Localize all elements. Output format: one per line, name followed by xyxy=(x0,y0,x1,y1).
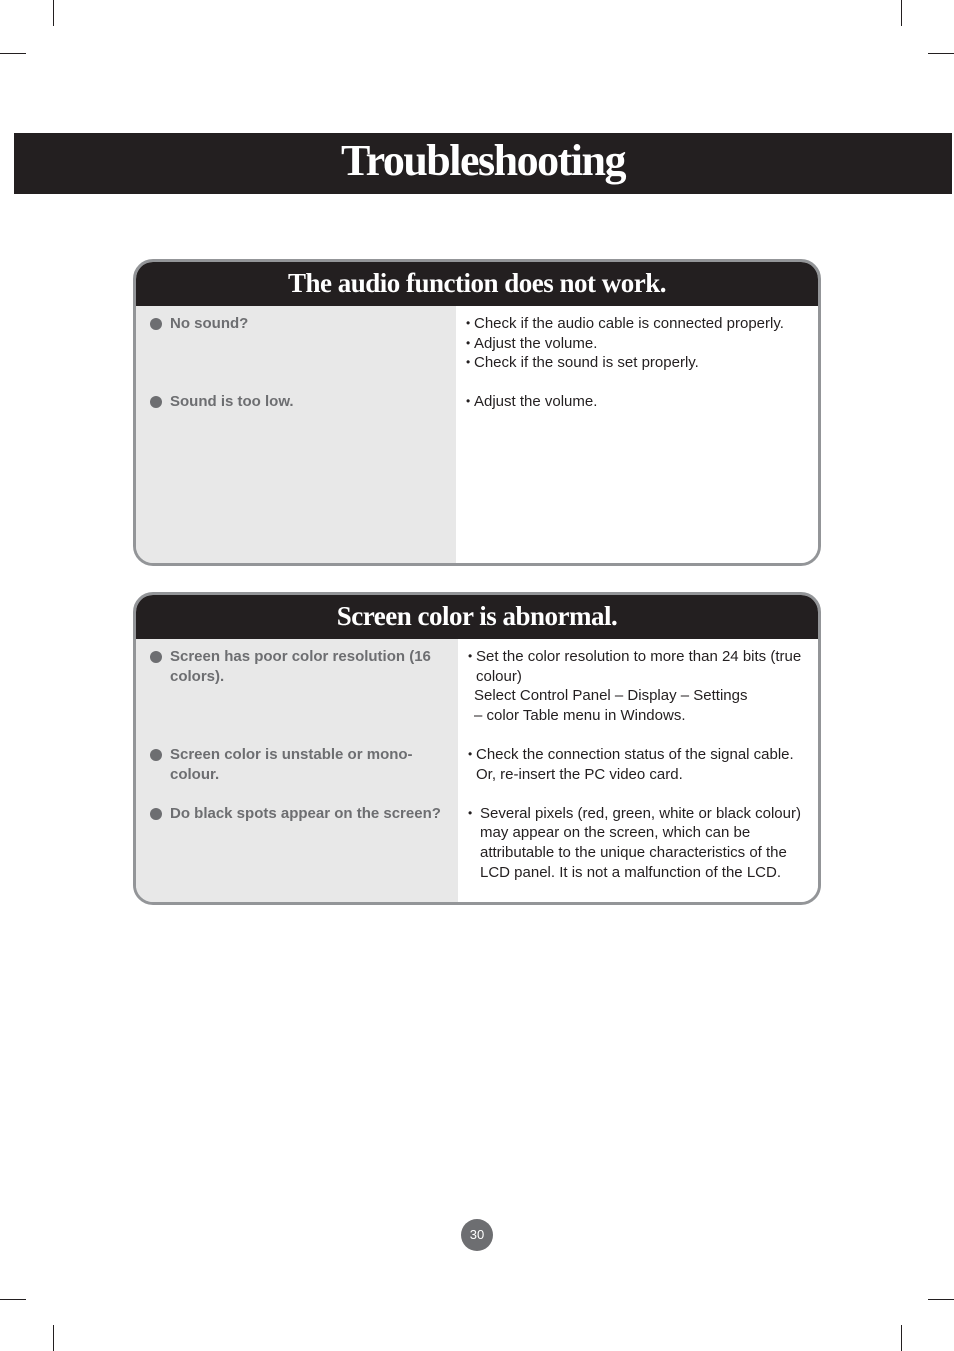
remedy-line: Or, re-insert the PC video card. xyxy=(476,765,683,783)
page-title-bar xyxy=(14,133,952,194)
remedy-line: Select Control Panel – Display – Settings xyxy=(474,687,748,705)
crop-mark xyxy=(928,1299,954,1300)
bullet-dot-icon xyxy=(150,651,162,663)
remedy-block xyxy=(468,804,810,882)
crop-mark xyxy=(901,1325,902,1351)
symptom-item: No sound? xyxy=(148,314,456,334)
remedy-block xyxy=(466,392,810,412)
section-header: Screen color is abnormal. xyxy=(136,595,818,639)
remedies-column xyxy=(456,306,818,563)
remedy-block xyxy=(466,314,810,373)
remedy-line: attributable to the unique characteristics of the xyxy=(480,843,787,861)
remedy-line: • Adjust the volume. xyxy=(466,393,598,411)
remedy-block xyxy=(468,745,810,784)
symptom-item: Screen color is unstable or mono- colour. xyxy=(148,745,458,785)
remedy-line: • Check if the audio cable is connected properly. xyxy=(466,315,784,332)
remedy-line: • Adjust the volume. xyxy=(466,334,598,352)
screen-color-troubleshooting-panel xyxy=(133,592,821,905)
remedy-line: • Check if the sound is set properly. xyxy=(466,354,699,372)
remedy-line: may appear on the screen, which can be xyxy=(480,824,751,842)
crop-mark xyxy=(0,1299,26,1300)
page-number: 30 xyxy=(461,1219,493,1251)
audio-troubleshooting-panel xyxy=(133,259,821,566)
crop-mark xyxy=(0,53,26,54)
remedy-line: colour) xyxy=(476,667,522,685)
page-title: Troubleshooting xyxy=(341,136,625,185)
crop-mark xyxy=(901,0,902,26)
crop-mark xyxy=(928,53,954,54)
remedy-line: • Set the color resolution to more than 24 bits (true xyxy=(468,648,802,665)
symptom-item: Screen has poor color resolution (16 colors). xyxy=(148,647,458,687)
remedy-line: – color Table menu in Windows. xyxy=(474,706,686,724)
section-header: The audio function does not work. xyxy=(136,262,818,306)
bullet-dot-icon xyxy=(150,318,162,330)
remedy-line: • Check the connection status of the signal cable. xyxy=(468,745,794,763)
bullet-dot-icon xyxy=(150,808,162,820)
symptoms-column xyxy=(136,639,458,902)
remedy-line: LCD panel. It is not a malfunction of the LCD. xyxy=(480,863,781,881)
remedy-block xyxy=(468,647,810,725)
symptom-item: Do black spots appear on the screen? xyxy=(148,804,458,824)
crop-mark xyxy=(53,0,54,26)
remedies-column xyxy=(458,639,818,902)
symptoms-column xyxy=(136,306,456,563)
bullet-dot-icon xyxy=(150,749,162,761)
remedy-line: • Several pixels (red, green, white or black colour) xyxy=(468,804,801,822)
crop-mark xyxy=(53,1325,54,1351)
symptom-item: Sound is too low. xyxy=(148,392,456,412)
bullet-dot-icon xyxy=(150,396,162,408)
